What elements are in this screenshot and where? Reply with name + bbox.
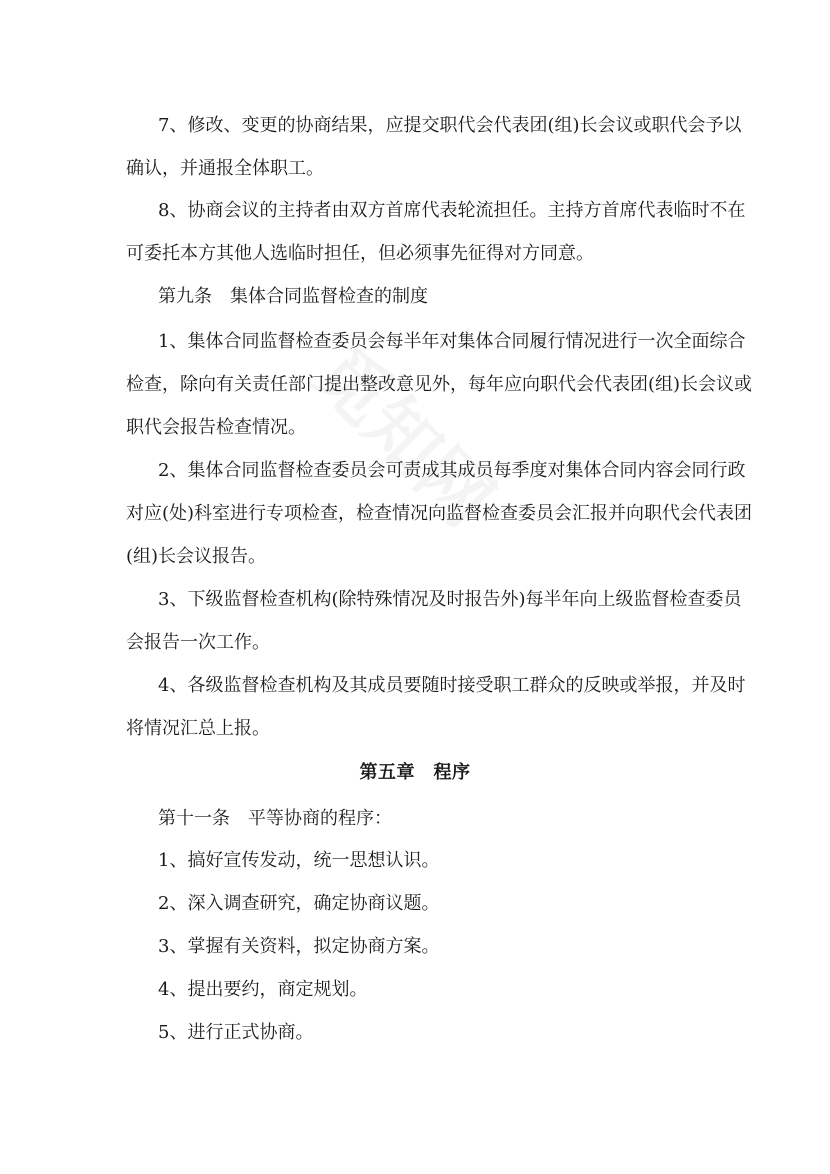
text-line: 对应(处)科室进行专项检查，检查情况向监督检查委员会汇报并向职代会代表团 <box>126 503 753 524</box>
chapter-5-heading: 第五章 程序 <box>359 762 471 783</box>
paragraph-item-7 <box>0 104 830 190</box>
text-line: 会报告一次工作。 <box>126 632 270 653</box>
text-line: 8、协商会议的主持者由双方首席代表轮流担任。主持方首席代表临时不在 <box>158 200 746 221</box>
paragraph-art9-item-1 <box>0 320 830 449</box>
list-item: 4、提出要约，商定规划。 <box>158 979 368 1000</box>
text-line: 第九条 集体合同监督检查的制度 <box>158 286 428 307</box>
text-line: 7、修改、变更的协商结果，应提交职代会代表团(组)长会议或职代会予以 <box>158 115 742 136</box>
list-item: 1、搞好宣传发动，统一思想认识。 <box>158 850 440 871</box>
list-item: 3、掌握有关资料，拟定协商方案。 <box>158 936 440 957</box>
paragraph-item-8 <box>0 189 830 275</box>
text-line: 可委托本方其他人选临时担任，但必须事先征得对方同意。 <box>126 243 594 264</box>
text-line: 3、下级监督检查机构(除特殊情况及时报告外)每半年向上级监督检查委员 <box>158 589 742 610</box>
text-line: 检查，除向有关责任部门提出整改意见外，每年应向职代会代表团(组)长会议或 <box>126 374 753 395</box>
text-line: 4、各级监督检查机构及其成员要随时接受职工群众的反映或举报，并及时 <box>158 675 746 696</box>
text-line: (组)长会议报告。 <box>126 546 267 567</box>
text-line: 2、集体合同监督检查委员会可责成其成员每季度对集体合同内容会同行政 <box>158 460 746 481</box>
paragraph-art9-item-2 <box>0 449 830 578</box>
text-line: 1、集体合同监督检查委员会每半年对集体合同履行情况进行一次全面综合 <box>158 331 746 352</box>
article-11-heading <box>0 797 830 840</box>
text-line: 第十一条 平等协商的程序： <box>158 808 392 829</box>
paragraph-art9-item-4 <box>0 664 830 750</box>
text-line: 确认，并通报全体职工。 <box>126 158 324 179</box>
list-item: 5、进行正式协商。 <box>158 1022 314 1043</box>
article-9-heading <box>0 275 830 318</box>
text-line: 将情况汇总上报。 <box>126 718 270 739</box>
list-item: 2、深入调查研究，确定协商议题。 <box>158 893 440 914</box>
paragraph-art9-item-3 <box>0 578 830 664</box>
step-list <box>0 839 830 1054</box>
text-line: 职代会报告检查情况。 <box>126 417 306 438</box>
